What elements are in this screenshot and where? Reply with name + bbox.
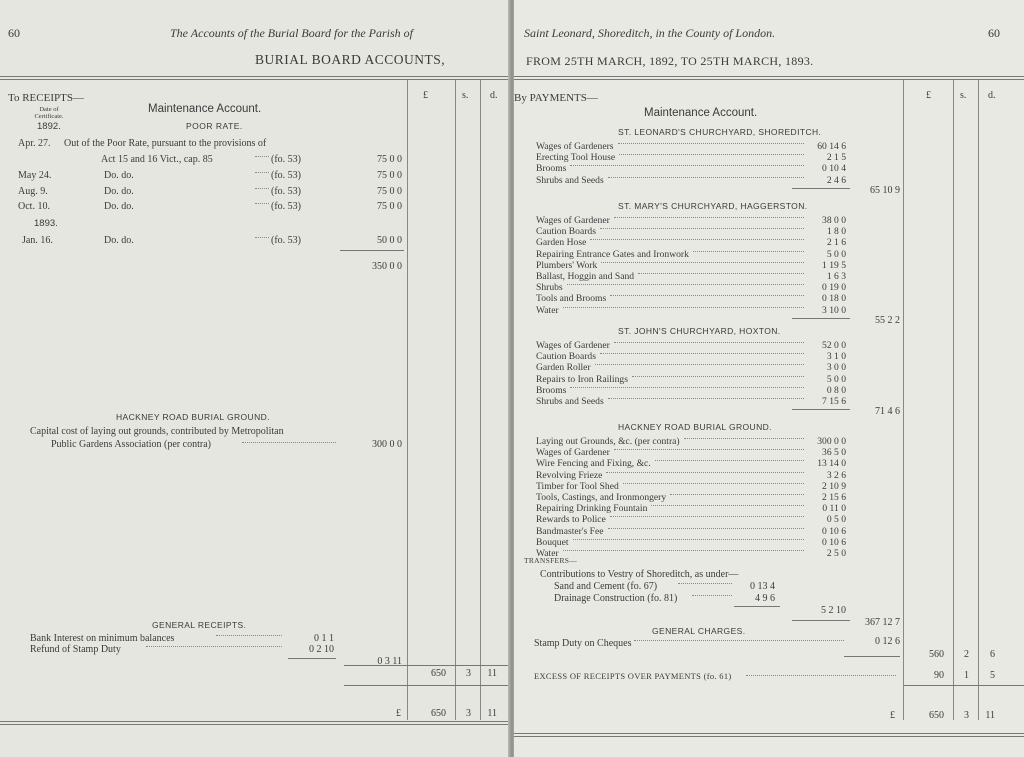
payment-item-amount: 3 2 6 xyxy=(826,469,846,481)
payment-item-amount: 3 0 0 xyxy=(826,362,846,374)
receipt-date: Oct. 10. xyxy=(18,201,50,212)
hackney-head: HACKNEY ROAD BURIAL GROUND. xyxy=(116,412,270,422)
right-page xyxy=(514,0,1024,757)
hackney-amount: 300 0 0 xyxy=(372,439,402,450)
leader xyxy=(606,472,804,473)
payment-item-amount: 2 4 6 xyxy=(826,174,846,186)
receipt-amount: 75 0 0 xyxy=(377,154,402,165)
payment-item-amount: 1 19 5 xyxy=(822,259,846,271)
payment-item-text: Laying out Grounds, &c. (per contra) xyxy=(536,436,680,447)
subtitle-right: FROM 25TH MARCH, 1892, TO 25TH MARCH, 1893. xyxy=(526,54,814,68)
general-receipts-head: GENERAL RECEIPTS. xyxy=(152,620,247,630)
payment-item-text: Wages of Gardener xyxy=(536,447,610,459)
rule xyxy=(514,79,1024,80)
receipt-amount: 75 0 0 xyxy=(377,186,402,197)
receipt-amount: 75 0 0 xyxy=(377,201,402,212)
year-1893: 1893. xyxy=(34,218,58,229)
payment-item-amount: 300 0 0 xyxy=(817,436,846,447)
receipt-text: Do. do. xyxy=(104,186,134,197)
leader xyxy=(600,353,804,354)
rule xyxy=(514,76,1024,77)
sum-rule xyxy=(904,685,1024,686)
general-receipt-text: Refund of Stamp Duty xyxy=(30,644,121,655)
payment-item-text: Brooms xyxy=(536,163,567,175)
payment-item-amount: 3 10 0 xyxy=(822,304,846,316)
leader xyxy=(600,228,804,229)
column-rule xyxy=(978,80,979,720)
rule xyxy=(0,724,510,725)
payment-item-text: Garden Hose xyxy=(536,237,587,249)
payment-item-text: Caution Boards xyxy=(536,226,596,238)
sum-rule xyxy=(288,658,336,659)
leader xyxy=(242,442,336,443)
payment-item-amount: 0 18 0 xyxy=(822,293,846,305)
leader xyxy=(255,172,269,173)
column-rule xyxy=(953,80,954,720)
payments-final-pounds: 650 xyxy=(929,710,944,721)
payment-item-amount: 2 15 6 xyxy=(822,492,846,503)
payment-group-head: HACKNEY ROAD BURIAL GROUND. xyxy=(618,422,772,432)
payment-item-text: Wages of Gardener xyxy=(536,340,610,351)
payment-item-text: Shrubs and Seeds xyxy=(536,396,604,407)
rule xyxy=(514,736,1024,737)
leader xyxy=(595,364,804,365)
payments-label: By PAYMENTS— xyxy=(514,92,598,104)
receipt-text: Out of the Poor Rate, pursuant to the provisions of xyxy=(64,138,267,149)
payment-item-text: Rewards to Police xyxy=(536,514,606,526)
payment-group-total: 71 4 6 xyxy=(875,406,900,418)
sum-rule xyxy=(344,665,510,666)
receipt-fo: (fo. 53) xyxy=(271,235,301,246)
payment-item-amount: 2 10 9 xyxy=(822,480,846,492)
payment-item-text: Revolving Frieze xyxy=(536,469,603,481)
hackney-text: Public Gardens Association (per contra) xyxy=(51,439,211,450)
payment-item-amount: 0 10 4 xyxy=(822,163,846,175)
shillings-head: s. xyxy=(960,90,967,101)
receipts-final-shillings: 3 xyxy=(466,708,471,719)
payment-item-text: Repairing Entrance Gates and Ironwork xyxy=(536,248,689,260)
poor-rate-total: 350 0 0 xyxy=(372,261,402,272)
payment-item-amount: 13 14 0 xyxy=(817,458,846,470)
title-right: Saint Leonard, Shoreditch, in the County of London. xyxy=(524,26,776,40)
general-receipt-amount: 0 1 1 xyxy=(314,633,334,644)
payments-final-shillings: 3 xyxy=(964,710,969,721)
general-charges-head: GENERAL CHARGES. xyxy=(652,626,746,636)
payment-item-amount: 0 10 6 xyxy=(822,525,846,537)
left-page xyxy=(0,0,510,757)
receipts-label: To RECEIPTS— xyxy=(8,92,84,104)
final-pound-sign: £ xyxy=(396,708,401,719)
receipts-total-shillings: 3 xyxy=(466,668,471,679)
excess-pounds: 90 xyxy=(934,670,944,681)
payment-item-amount: 3 1 0 xyxy=(826,351,846,363)
leader xyxy=(634,640,844,641)
rule xyxy=(0,76,510,77)
leader xyxy=(610,516,804,517)
receipt-date: Jan. 16. xyxy=(22,235,53,246)
general-receipt-amount: 0 2 10 xyxy=(309,644,334,655)
receipt-amount: 50 0 0 xyxy=(377,235,402,246)
leader xyxy=(567,284,804,285)
receipt-fo: (fo. 53) xyxy=(271,186,301,197)
sum-rule xyxy=(344,685,510,686)
receipts-section: Maintenance Account. xyxy=(148,103,262,115)
leader xyxy=(590,239,804,240)
transfers-text: Contributions to Vestry of Shoreditch, as under— xyxy=(540,569,739,580)
leader xyxy=(608,177,804,178)
payment-item-text: Plumbers' Work xyxy=(536,259,598,271)
column-rule xyxy=(407,80,408,720)
title-left: The Accounts of the Burial Board for the Parish of xyxy=(170,26,413,40)
leader xyxy=(746,675,896,676)
leader xyxy=(570,387,804,388)
leader xyxy=(563,307,804,308)
leader xyxy=(255,188,269,189)
payment-item-amount: 52 0 0 xyxy=(822,340,846,351)
subtitle-left: BURIAL BOARD ACCOUNTS, xyxy=(255,52,446,67)
hackney-payments-total: 367 12 7 xyxy=(865,617,900,628)
payment-item-amount: 0 10 6 xyxy=(822,536,846,548)
payment-item-amount: 0 19 0 xyxy=(822,282,846,294)
payment-group-head: ST. JOHN'S CHURCHYARD, HOXTON. xyxy=(618,326,781,336)
payments-section: Maintenance Account. xyxy=(644,107,758,119)
column-rule xyxy=(455,80,456,720)
pence-head: d. xyxy=(988,90,996,101)
receipt-fo: (fo. 53) xyxy=(271,170,301,181)
payment-item-amount: 0 11 0 xyxy=(822,503,846,515)
leader xyxy=(255,237,269,238)
leader xyxy=(608,528,804,529)
payment-item-amount: 1 6 3 xyxy=(826,271,846,282)
general-receipts-total: 0 3 11 xyxy=(377,656,402,667)
payments-final-pence: 11 xyxy=(985,710,995,721)
leader xyxy=(570,165,804,166)
receipts-final-pounds: 650 xyxy=(431,708,446,719)
payments-total-pounds: 560 xyxy=(929,649,944,660)
payment-item-text: Wages of Gardener xyxy=(536,215,610,226)
payment-item-amount: 36 5 0 xyxy=(822,447,846,459)
rule xyxy=(0,721,510,722)
column-rule xyxy=(903,80,904,720)
leader xyxy=(692,595,732,596)
page-number-right: 60 xyxy=(988,26,1000,40)
payment-item-text: Erecting Tool House xyxy=(536,152,616,164)
shillings-head: s. xyxy=(462,90,469,101)
payment-item-text: Wages of Gardeners xyxy=(536,141,614,152)
excess-pence: 5 xyxy=(990,670,995,681)
payment-item-amount: 60 14 6 xyxy=(817,141,846,152)
pence-head: d. xyxy=(490,90,498,101)
payment-item-text: Timber for Tool Shed xyxy=(536,480,619,492)
payments-total-shillings: 2 xyxy=(964,649,969,660)
rule xyxy=(514,733,1024,734)
transfer-amount: 4 9 6 xyxy=(755,593,775,604)
transfer-text: Sand and Cement (fo. 67) xyxy=(554,581,658,592)
sum-rule xyxy=(844,656,900,657)
receipts-total-pence: 11 xyxy=(487,668,497,679)
leader xyxy=(255,156,269,157)
receipt-date: Aug. 9. xyxy=(18,186,48,197)
payment-item-amount: 38 0 0 xyxy=(822,215,846,226)
receipt-date: Apr. 27. xyxy=(18,138,51,149)
payment-item-amount: 5 0 0 xyxy=(826,248,846,260)
leader xyxy=(608,398,804,399)
payment-group-head: ST. LEONARD'S CHURCHYARD, SHOREDITCH. xyxy=(618,127,822,137)
payment-item-text: Shrubs xyxy=(536,282,563,294)
receipt-date: May 24. xyxy=(18,170,52,181)
pounds-head: £ xyxy=(423,90,428,101)
payment-item-text: Bandmaster's Fee xyxy=(536,525,604,537)
excess-shillings: 1 xyxy=(964,670,969,681)
leader xyxy=(255,203,269,204)
payment-item-text: Water xyxy=(536,548,559,559)
payment-item-text: Water xyxy=(536,304,559,316)
payment-item-amount: 2 1 6 xyxy=(826,237,846,249)
stamp-duty-text: Stamp Duty on Cheques xyxy=(534,638,632,649)
receipt-fo: (fo. 53) xyxy=(271,201,301,212)
stamp-duty-amount: 0 12 6 xyxy=(875,636,900,647)
receipts-final-pence: 11 xyxy=(487,708,497,719)
payments-total-pence: 6 xyxy=(990,649,995,660)
year-1892: 1892. xyxy=(37,121,61,132)
payment-item-text: Wire Fencing and Fixing, &c. xyxy=(536,458,651,470)
receipt-fo: (fo. 53) xyxy=(271,154,301,165)
rule xyxy=(0,79,510,80)
transfers-total: 5 2 10 xyxy=(821,605,846,616)
column-rule xyxy=(480,80,481,720)
payment-group-total: 65 10 9 xyxy=(870,184,900,196)
receipt-text: Act 15 and 16 Vict., cap. 85 xyxy=(101,154,213,165)
leader xyxy=(563,550,804,551)
payment-item-text: Garden Roller xyxy=(536,362,591,374)
payment-item-amount: 0 5 0 xyxy=(826,514,846,526)
leader xyxy=(573,539,804,540)
date-head: Date of Certificate. xyxy=(34,106,64,120)
payment-group-total: 55 2 2 xyxy=(875,314,900,326)
payment-item-text: Repairing Drinking Fountain xyxy=(536,503,648,515)
leader xyxy=(601,262,804,263)
excess-text: EXCESS OF RECEIPTS OVER PAYMENTS (fo. 61) xyxy=(534,671,732,681)
leader xyxy=(216,635,282,636)
leader xyxy=(610,295,804,296)
receipt-text: Do. do. xyxy=(104,201,134,212)
final-pound-sign: £ xyxy=(890,710,895,721)
poor-rate-head: POOR RATE. xyxy=(186,121,243,131)
payment-item-text: Caution Boards xyxy=(536,351,596,363)
general-receipt-text: Bank Interest on minimum balances xyxy=(30,633,175,644)
transfer-text: Drainage Construction (fo. 81) xyxy=(554,593,678,604)
payment-item-text: Ballast, Hoggin and Sand xyxy=(536,271,635,282)
payment-group-head: ST. MARY'S CHURCHYARD, HAGGERSTON. xyxy=(618,201,808,211)
leader xyxy=(678,583,732,584)
payment-item-text: Bouquet xyxy=(536,536,569,548)
payment-item-amount: 1 8 0 xyxy=(826,226,846,238)
transfers-head: TRANSFERS— xyxy=(524,556,578,565)
payment-item-text: Brooms xyxy=(536,384,567,396)
receipt-text: Do. do. xyxy=(104,170,134,181)
pounds-head: £ xyxy=(926,90,931,101)
sum-rule xyxy=(340,250,404,251)
payment-item-amount: 5 0 0 xyxy=(826,373,846,385)
transfer-amount: 0 13 4 xyxy=(750,581,775,592)
payment-item-text: Shrubs and Seeds xyxy=(536,174,604,186)
receipt-amount: 75 0 0 xyxy=(377,170,402,181)
sum-rule xyxy=(734,606,780,607)
payment-item-text: Repairs to Iron Railings xyxy=(536,373,628,385)
hackney-text: Capital cost of laying out grounds, contributed by Metropolitan xyxy=(30,426,284,437)
receipt-text: Do. do. xyxy=(104,235,134,246)
page-number-left: 60 xyxy=(8,26,20,40)
payment-item-amount: 2 5 0 xyxy=(826,548,846,559)
payment-item-amount: 7 15 6 xyxy=(822,396,846,407)
receipts-total-pounds: 650 xyxy=(431,668,446,679)
payment-item-amount: 0 8 0 xyxy=(826,384,846,396)
leader xyxy=(146,646,282,647)
payment-item-text: Tools, Castings, and Ironmongery xyxy=(536,492,667,503)
payment-item-amount: 2 1 5 xyxy=(826,152,846,164)
payment-item-text: Tools and Brooms xyxy=(536,293,607,305)
